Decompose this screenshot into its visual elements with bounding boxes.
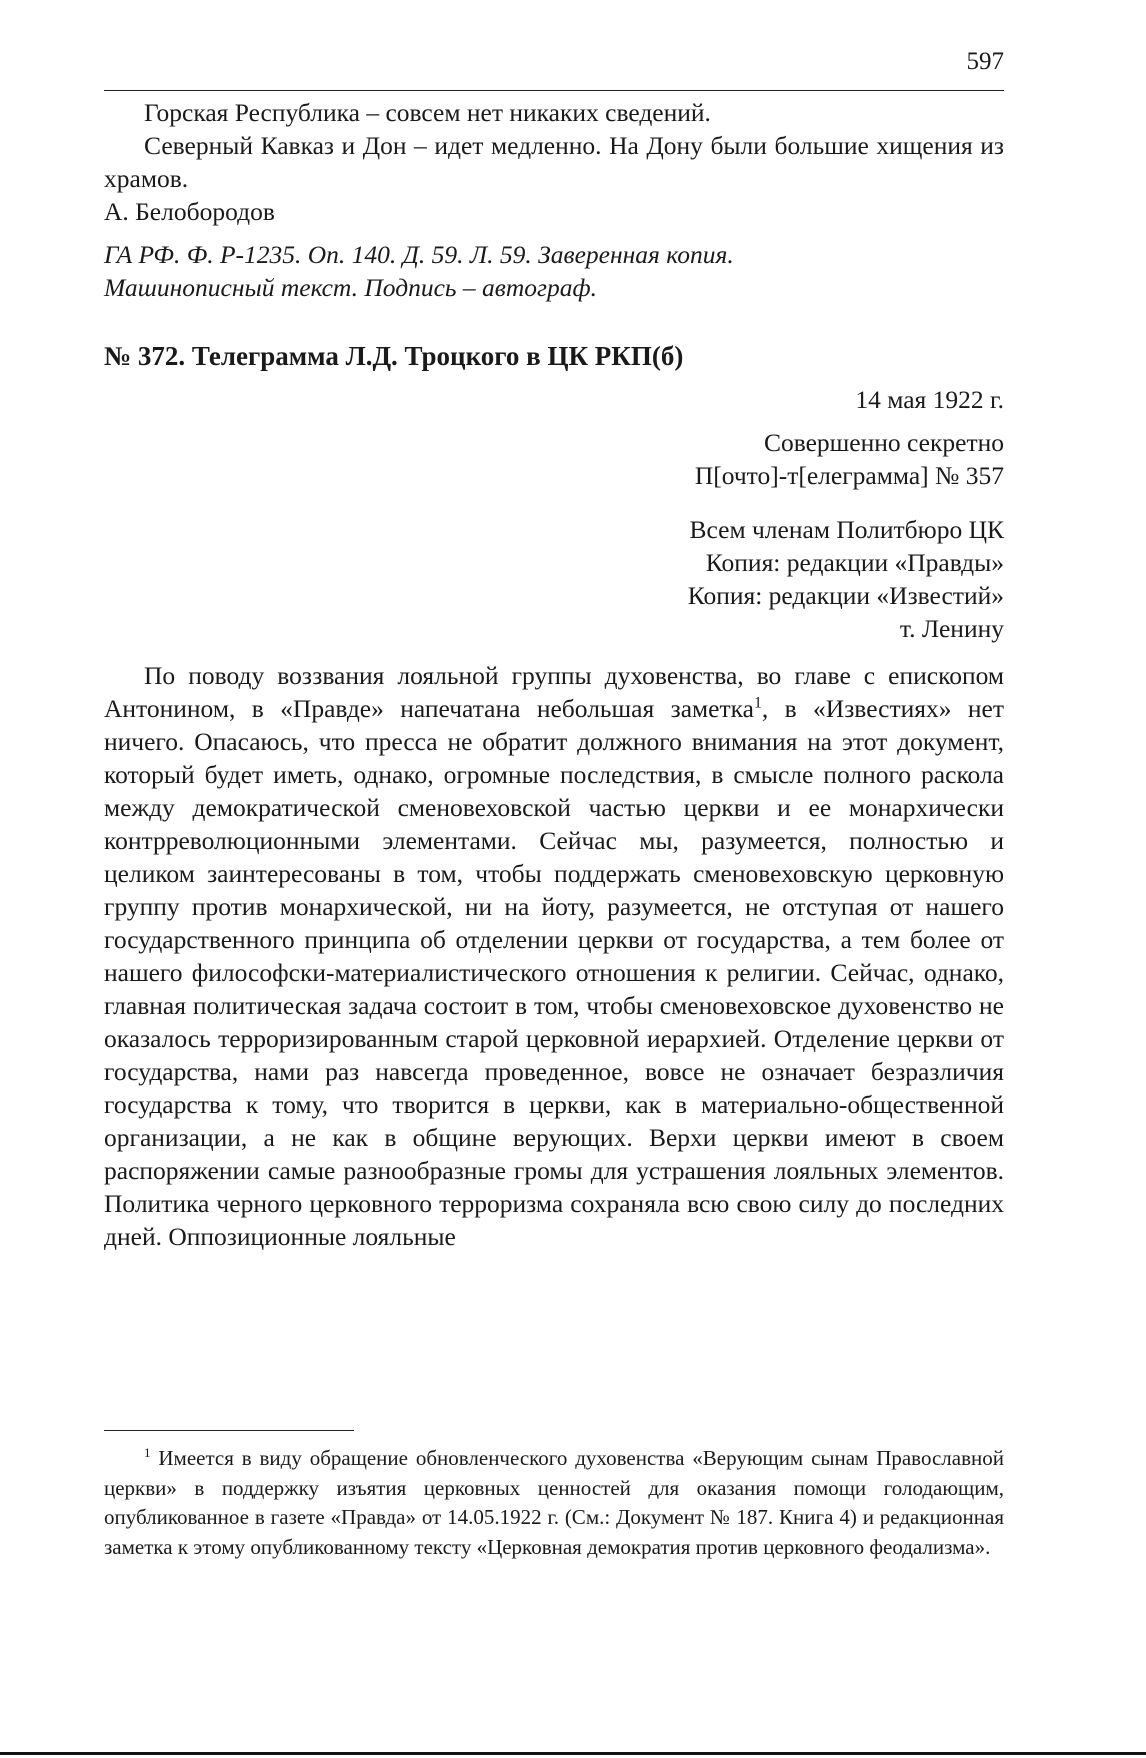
addressee: т. Ленину xyxy=(899,614,1004,643)
document-heading: № 372. Телеграмма Л.Д. Троцкого в ЦК РКП(б) xyxy=(104,341,684,371)
scan-edge-line xyxy=(0,1752,1146,1755)
addressees xyxy=(104,513,1004,645)
header-rule xyxy=(104,90,1004,91)
footnote-rule xyxy=(104,1430,354,1431)
intro-line: Горская Республика – совсем нет никаких сведений. xyxy=(144,98,711,127)
classification xyxy=(104,426,1004,492)
secrecy-stamp: Совершенно секретно xyxy=(763,428,1004,457)
document-date: 14 мая 1922 г. xyxy=(855,385,1004,414)
archival-source xyxy=(104,238,1004,304)
addressee: Всем членам Политбюро ЦК xyxy=(689,515,1004,544)
body-text-part: По поводу воззвания лояльной группы духовенства, во главе с епископом Антонином, в «Правде» напечатана небольшая заметка xyxy=(104,661,1004,723)
footnote-reference[interactable]: 1 xyxy=(753,694,762,712)
body-paragraph xyxy=(104,659,1004,1253)
book-page xyxy=(104,0,1004,1758)
page-number: 597 xyxy=(966,48,1004,75)
source-line: ГА РФ. Ф. Р-1235. Оп. 140. Д. 59. Л. 59. Заверенная копия. xyxy=(104,240,734,269)
signature: А. Белобородов xyxy=(104,197,275,226)
body-text-part: , в «Известиях» нет ничего. Опасаюсь, что пресса не обратит должного внимания на этот документ, который будет иметь, однако, огромные последствия, в смысле полного раскола между демократической сменовеховской частью церкви и ее монархически контрреволюционными элементами. Сейчас мы, разумеется, полностью и целиком заинтересованы в том, чтобы поддержать сменовеховскую церковную группу против монархической, ни на йоту, разумеется, не отступая от нашего государственного принципа об отделении церкви от государства, а тем более от нашего философски-материалистического отношения к религии. Сейчас, однако, главная политическая задача состоит в том, чтобы сменовеховское духовенство не оказалось терроризированным старой церковной иерархией. Отделение церкви от государства, нами раз навсегда проведенное, вовсе не означает безразличия государства к тому, что творится в церкви, как в материально-общественной организации, а не как в общине верующих. Верхи церкви имеют в своем распоряжении самые разнообразные громы для устрашения лояльных элементов. Политика черного церковного терроризма сохраняла всю свою силу до последних дней. Оппозиционные лояльные xyxy=(104,694,1004,1251)
telegram-number: П[очто]-т[елеграмма] № 357 xyxy=(694,461,1004,490)
footnote-text: Имеется в виду обращение обновленческого духовенства «Верующим сынам Православной церкви» в поддержку изъятия церковных ценностей для оказания помощи голодающим, опубликованное в газете «Правда» от 14.05.1922 г. (См.: Документ № 187. Книга 4) и редакционная заметка к этому опубликованному тексту «Церковная демократия против церковного феодализма». xyxy=(104,1446,1004,1559)
addressee: Копия: редакции «Известий» xyxy=(687,581,1004,610)
intro-line: Северный Кавказ и Дон – идет медленно. На Дону были большие хищения из храмов. xyxy=(104,131,1004,193)
footnote xyxy=(104,1444,1004,1562)
addressee: Копия: редакции «Правды» xyxy=(705,548,1004,577)
footnote-marker: 1 xyxy=(144,1445,151,1460)
intro-block xyxy=(104,96,1004,228)
source-line: Машинописный текст. Подпись – автограф. xyxy=(104,273,597,302)
